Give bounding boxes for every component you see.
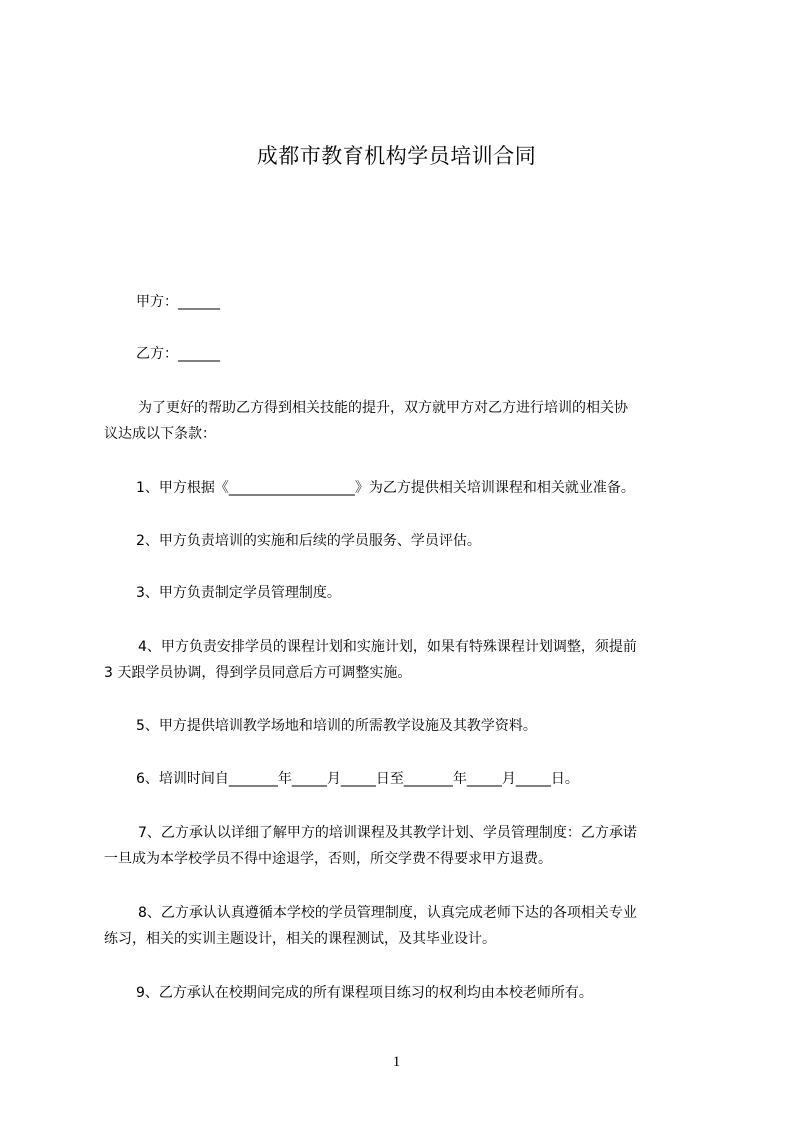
clause-7-line-1: 7、乙方承认以详细了解甲方的培训课程及其教学计划、学员管理制度：乙方承诺 [138,825,637,841]
clause-4-line-1: 4、甲方负责安排学员的课程计划和实施计划，如果有特殊课程计划调整，须提前 [138,639,637,655]
clause-6-line-1: 6、培训时间自_______年_____月_____日至_______年_____月_____日。 [136,771,579,787]
clause-1-line-1: 1、甲方根据《__________________》为乙方提供相关培训课程和相关就业准备。 [136,480,635,496]
clause-7-line-2: 一旦成为本学校学员不得中途退学，否则，所交学费不得要求甲方退费。 [104,851,552,867]
clause-8-line-2: 练习，相关的实训主题设计，相关的课程测试，及其毕业设计。 [104,931,496,947]
party-a-line: 甲方：______ [136,294,220,310]
intro-line-1: 为了更好的帮助乙方得到相关技能的提升，双方就甲方对乙方进行培训的相关协 [138,400,628,416]
document-title: 成都市教育机构学员培训合同 [256,144,537,168]
party-b-line: 乙方：______ [136,346,220,362]
page-number: 1 [392,1054,401,1070]
clause-2-line-1: 2、甲方负责培训的实施和后续的学员服务、学员评估。 [136,533,481,549]
intro-line-2: 议达成以下条款： [104,426,216,442]
clause-8-line-1: 8、乙方承认认真遵循本学校的学员管理制度，认真完成老师下达的各项相关专业 [138,905,637,921]
clause-3-line-1: 3、甲方负责制定学员管理制度。 [136,585,341,601]
clause-9-line-1: 9、乙方承认在校期间完成的所有课程项目练习的权利均由本校老师所有。 [136,985,593,1001]
clause-4-line-2: 3 天跟学员协调，得到学员同意后方可调整实施。 [104,665,412,681]
clause-5-line-1: 5、甲方提供培训教学场地和培训的所需教学设施及其教学资料。 [136,718,537,734]
